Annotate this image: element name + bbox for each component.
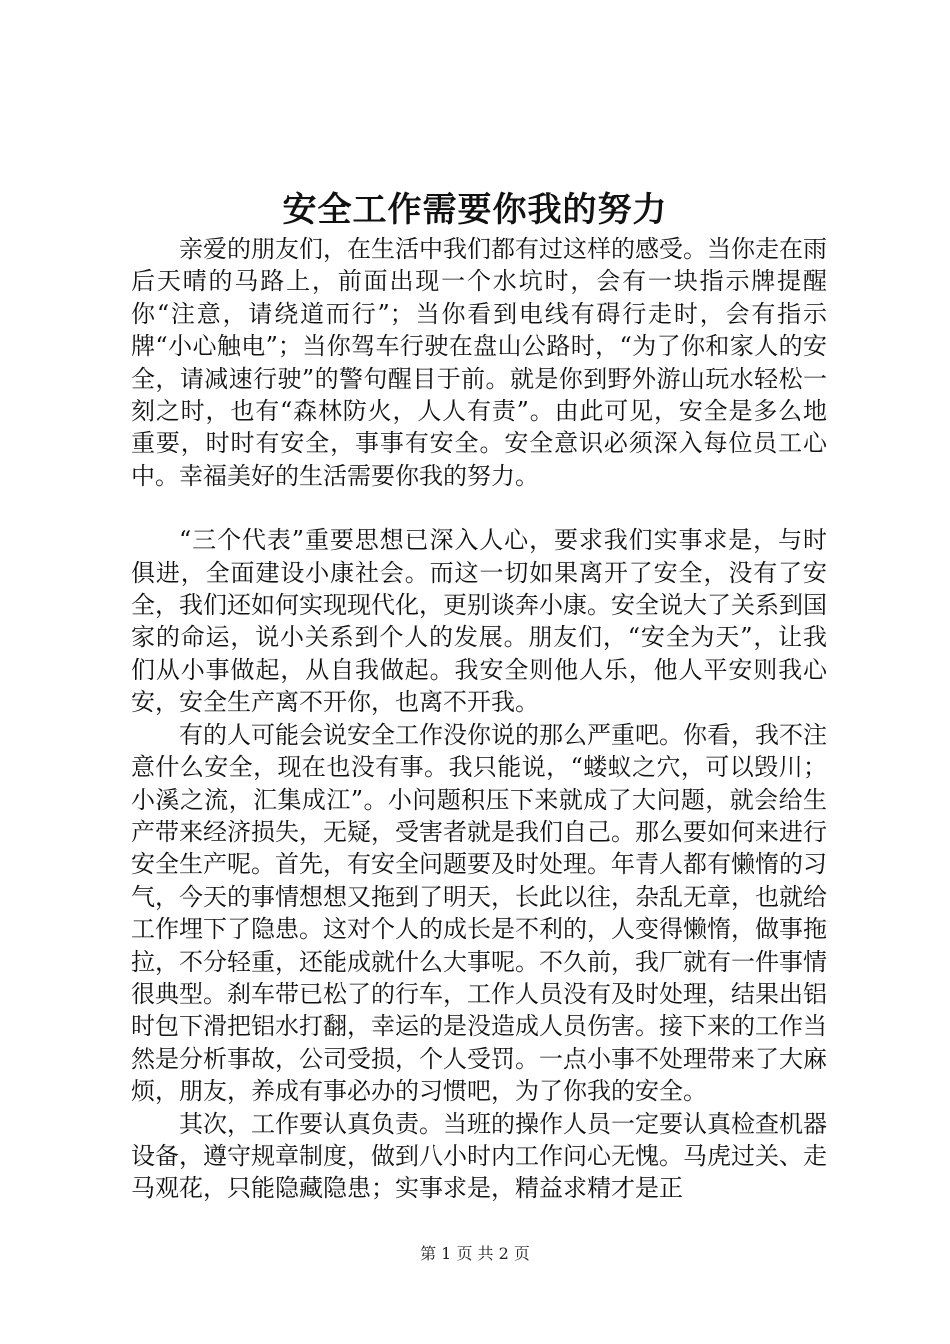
paragraph: 其次，工作要认真负责。当班的操作人员一定要认真检查机器设备，遵守规章制度，做到八小时内工作问心无愧。马虎过关、走马观花，只能隐藏隐患；实事求是，精益求精才是正 [131,1109,827,1203]
paragraph: “三个代表”重要思想已深入人心，要求我们实事求是，与时俱进，全面建设小康社会。而这一切如果离开了安全，没有了安全，我们还如何实现现代化，更别谈奔小康。安全说大了关系到国家的命运，说小关系到个人的发展。朋友们，“安全为天”，让我们从小事做起，从自我做起。我安全则他人乐，他人平安则我心安，安全生产离不开你，也离不开我。 [131,526,827,717]
page-number-footer: 第 1 页 共 2 页 [420,1244,530,1263]
document-title: 安全工作需要你我的努力 [282,190,668,230]
paragraph: 亲爱的朋友们，在生活中我们都有过这样的感受。当你走在雨后天晴的马路上，前面出现一个水坑时，会有一块指示牌提醒你“注意，请绕道而行”；当你看到电线有碍行走时，会有指示牌“小心触电”；当你驾车行驶在盘山公路时，“为了你和家人的安全，请减速行驶”的警句醒目于前。就是你到野外游山玩水轻松一刻之时，也有“森林防火，人人有责”。由此可见，安全是多么地重要，时时有安全，事事有安全。安全意识必须深入每位员工心中。幸福美好的生活需要你我的努力。 [131,235,827,490]
document-body [131,233,827,1205]
paragraph: 有的人可能会说安全工作没你说的那么严重吧。你看，我不注意什么安全，现在也没有事。我只能说，“蝼蚁之穴，可以毁川；小溪之流，汇集成江”。小问题积压下来就成了大问题，就会给生产带来经济损失，无疑，受害者就是我们自己。那么要如何来进行安全生产呢。首先，有安全问题要及时处理。年青人都有懒惰的习气，今天的事情想想又拖到了明天，长此以往，杂乱无章，也就给工作埋下了隐患。这对个人的成长是不利的，人变得懒惰，做事拖拉，不分轻重，还能成就什么大事呢。不久前，我厂就有一件事情很典型。刹车带已松了的行车，工作人员没有及时处理，结果出铝时包下滑把铝水打翻，幸运的是没造成人员伤害。接下来的工作当然是分析事故，公司受损，个人受罚。一点小事不处理带来了大麻烦，朋友，养成有事必办的习惯吧，为了你我的安全。 [131,720,827,1106]
